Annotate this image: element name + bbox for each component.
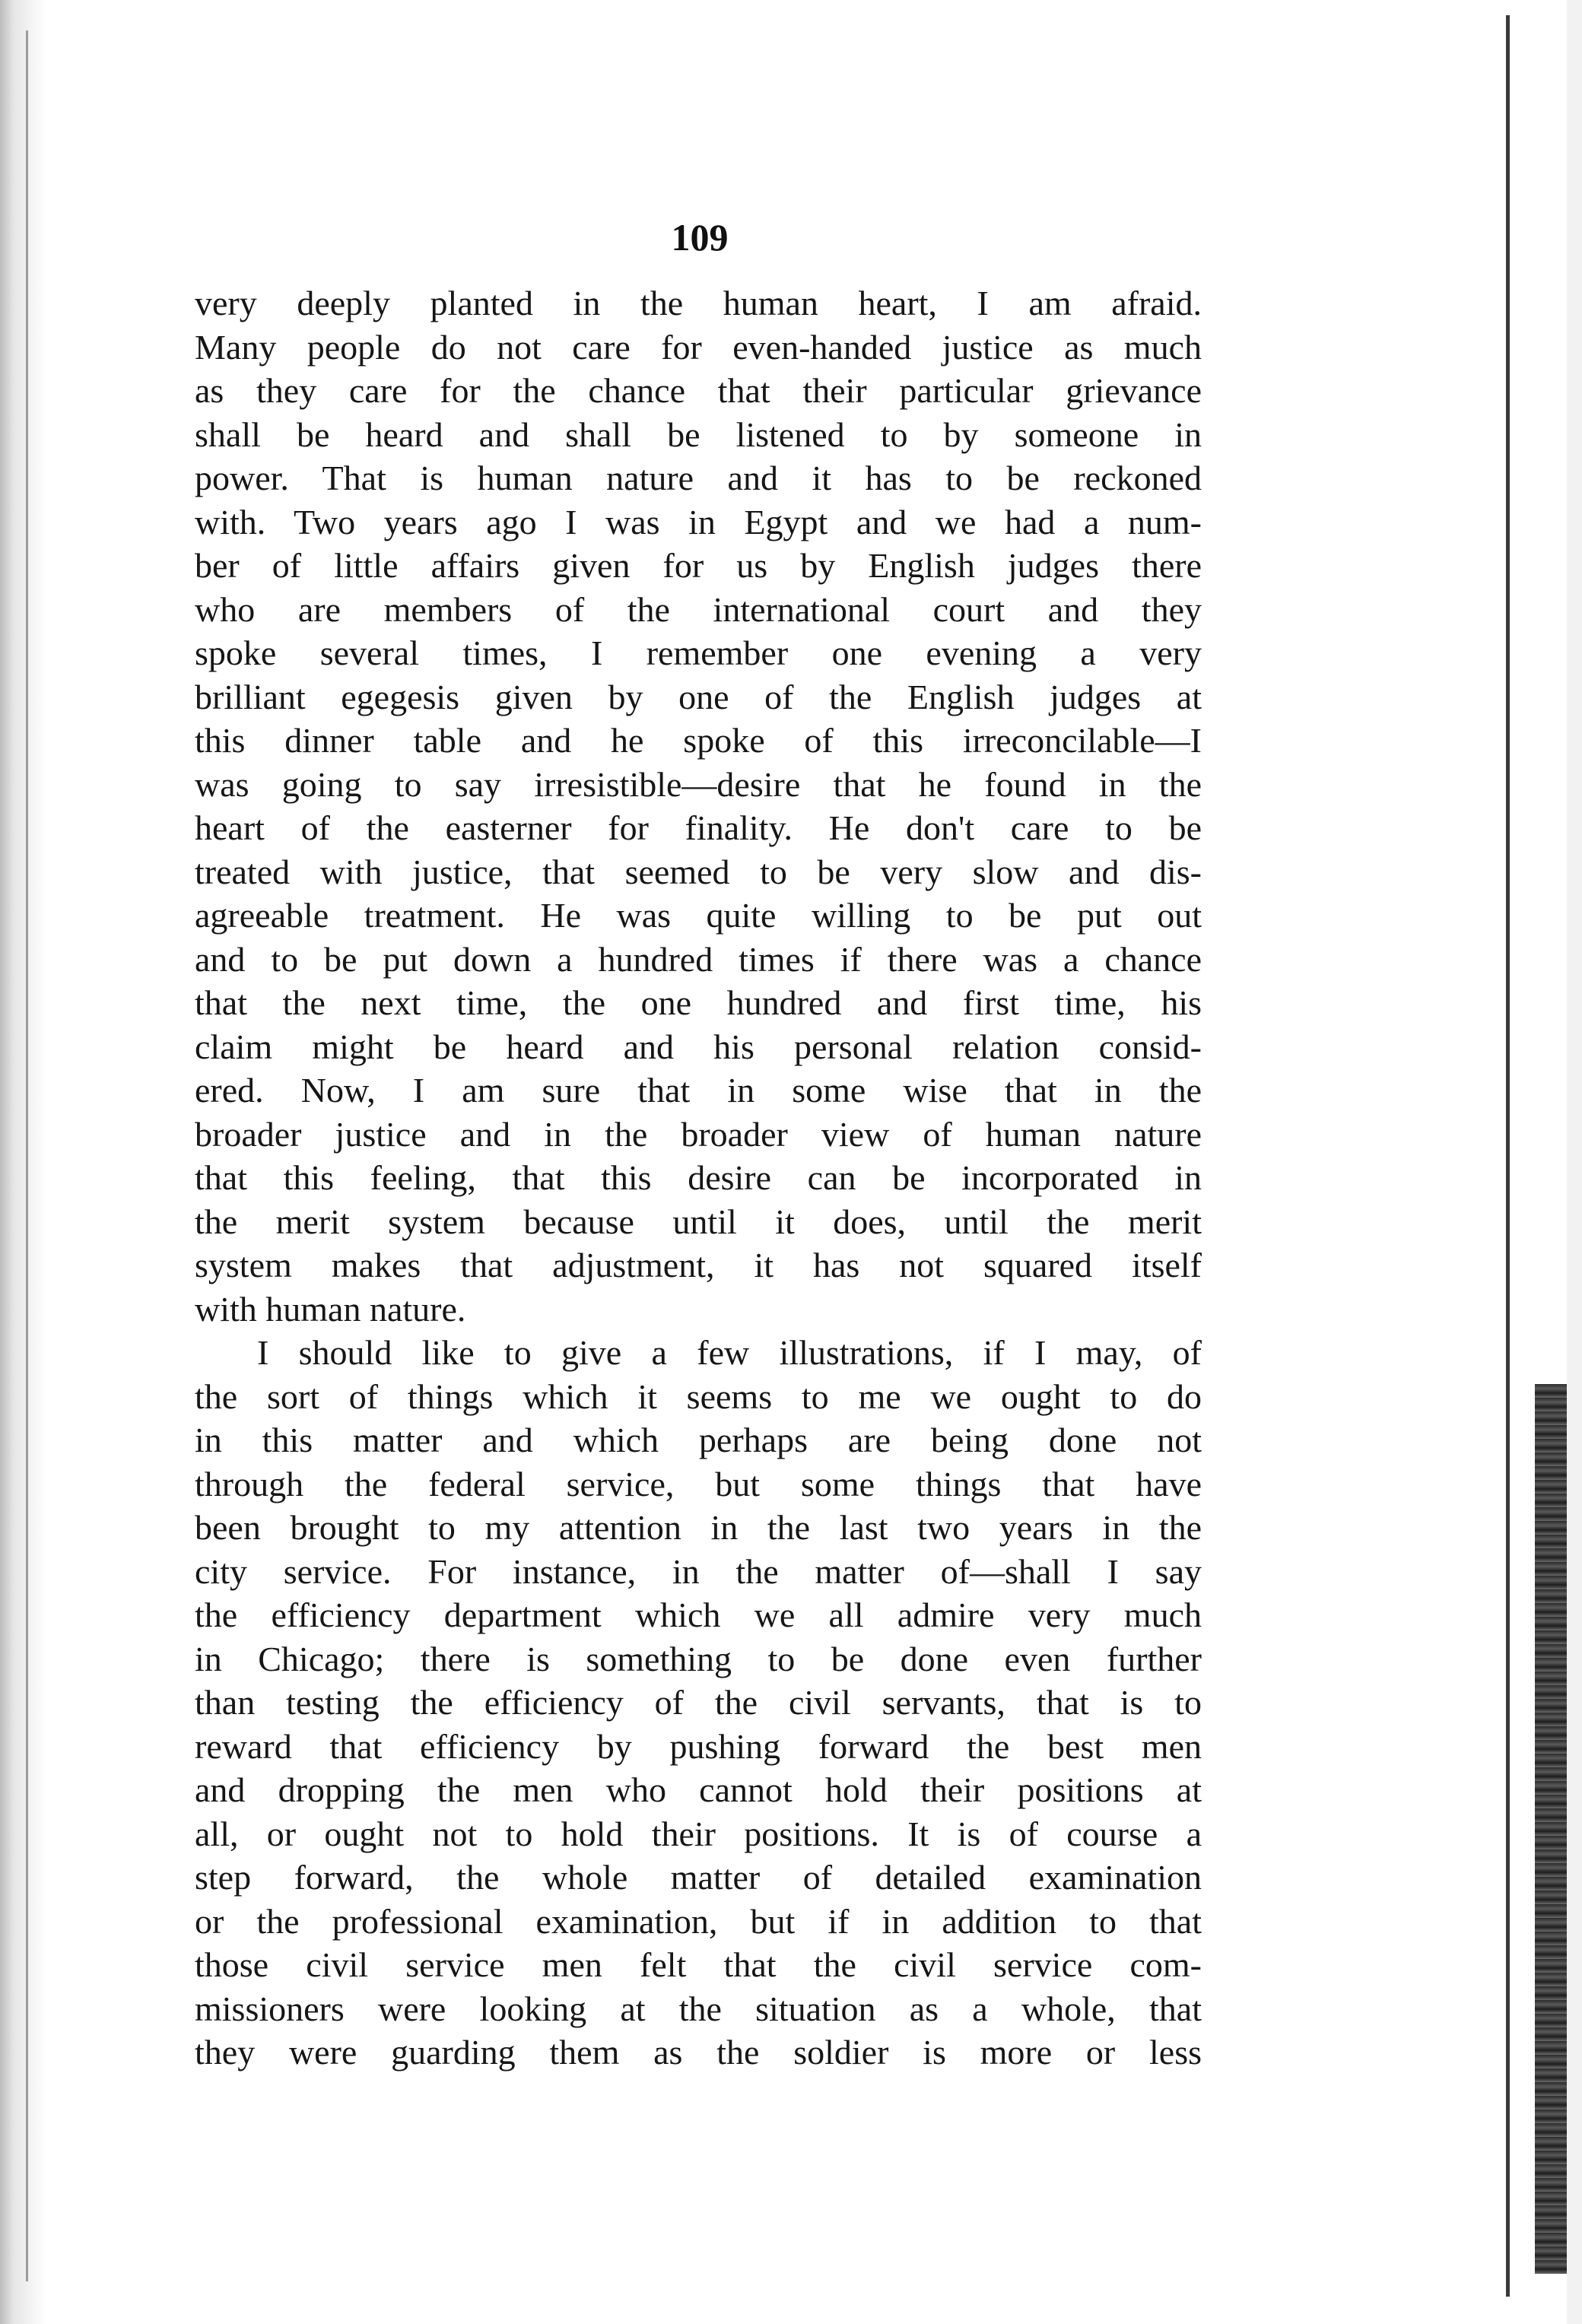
scan-right-edge [1567,0,1582,2324]
text-line: broader justice and in the broader view of human nature [195,1114,1202,1154]
text-line: those civil service men felt that the civil service com- [195,1945,1202,1984]
scan-left-edge-shadow [0,0,46,2324]
text-line: was going to say irresistible—desire that he found in the [195,764,1202,804]
text-line: city service. For instance, in the matter of—shall I say [195,1551,1202,1591]
text-line: the merit system because until it does, until the merit [195,1202,1202,1241]
text-line: system makes that adjustment, it has not squared itself [195,1246,1202,1284]
text-line: all, or ought not to hold their positions. It is of course a [195,1814,1202,1853]
text-line: claim might be heard and his personal relation consid- [195,1027,1202,1066]
text-line: with human nature. [195,1289,466,1329]
text-line: shall be heard and shall be listened to by someone in [195,414,1202,454]
scan-right-edge-artifact [1535,1384,1567,2274]
text-line: that the next time, the one hundred and first time, his [195,983,1202,1022]
text-line: with. Two years ago I was in Egypt and we had a num- [195,502,1202,541]
text-line: in this matter and which perhaps are being done not [195,1421,1202,1459]
text-line: and to be put down a hundred times if there was a chance [195,939,1202,979]
text-line: in Chicago; there is something to be done even further [195,1639,1202,1678]
text-line: agreeable treatment. He was quite willing to be put out [195,896,1202,935]
text-line: and dropping the men who cannot hold their positions at [195,1770,1202,1809]
text-line: the efficiency department which we all admire very much [195,1595,1202,1634]
text-line: as they care for the chance that their particular grievance [195,371,1202,410]
scan-left-margin-line [26,30,28,2281]
text-line: than testing the efficiency of the civil servants, that is to [195,1683,1202,1722]
text-line: ber of little affairs given for us by English judges there [195,546,1202,585]
text-line: very deeply planted in the human heart, I am afraid. [195,284,1202,322]
text-line: heart of the easterner for finality. He don't care to be [195,808,1202,847]
text-line: treated with justice, that seemed to be very slow and dis- [195,852,1202,891]
text-line: Many people do not care for even-handed justice as much [195,327,1202,367]
text-line: power. That is human nature and it has to be reckoned [195,459,1202,497]
text-line: that this feeling, that this desire can be incorporated in [195,1158,1202,1197]
text-line: or the professional examination, but if in addition to that [195,1901,1202,1941]
text-line: reward that efficiency by pushing forward the best men [195,1726,1202,1766]
text-line: step forward, the whole matter of detailed examination [195,1858,1202,1897]
text-line: the sort of things which it seems to me we ought to do [195,1376,1202,1416]
text-line: missioners were looking at the situation as a whole, that [195,1989,1202,2028]
text-line: through the federal service, but some things that have [195,1464,1202,1503]
text-line: brilliant egegesis given by one of the English judges at [195,677,1202,716]
text-line: this dinner table and he spoke of this irreconcilable—I [195,721,1202,760]
page-number: 109 [671,216,729,259]
scan-right-margin-line [1506,15,1510,2297]
body-text [195,281,1202,2075]
text-line: spoke several times, I remember one evening a very [195,633,1202,672]
text-line: ered. Now, I am sure that in some wise that in the [195,1071,1202,1110]
text-line: they were guarding them as the soldier is more or less [195,2033,1202,2072]
text-line: I should like to give a few illustrations, if I may, of [257,1333,1202,1372]
text-line: who are members of the international court and they [195,589,1202,629]
text-line: been brought to my attention in the last two years in the [195,1508,1202,1547]
